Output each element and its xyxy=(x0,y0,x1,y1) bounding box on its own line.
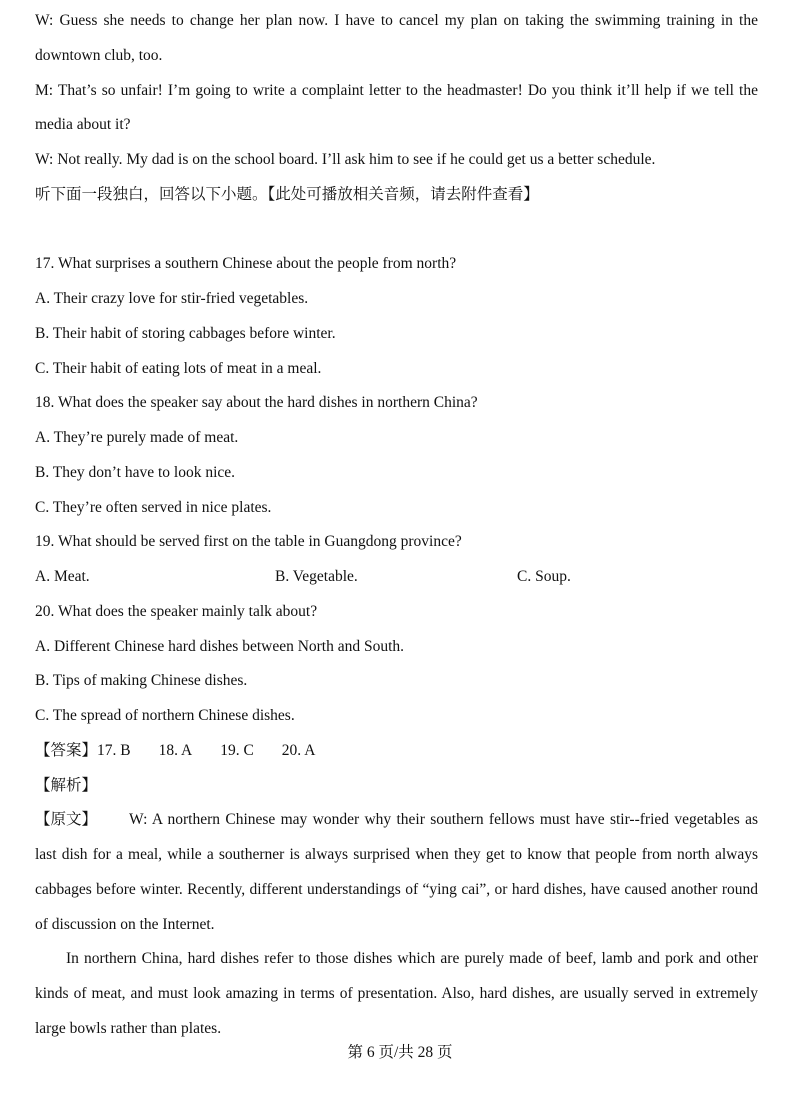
question-19: 19. What should be served first on the table in Guangdong province? xyxy=(35,533,462,551)
document-page xyxy=(35,4,758,1047)
answer-item: 20. A xyxy=(281,741,316,759)
option: A. Their crazy love for stir-fried vegetables. xyxy=(35,290,309,307)
option: B. Their habit of storing cabbages before winter. xyxy=(35,324,336,342)
original-text-line: In northern China, hard dishes refer to those dishes which are purely made of beef, lamb and pork and other xyxy=(66,950,758,968)
options-row xyxy=(35,560,758,595)
question-17: 17. What surprises a southern Chinese about the people from north? xyxy=(35,255,457,273)
question-18: 18. What does the speaker say about the hard dishes in northern China? xyxy=(35,394,478,412)
option: B. They don’t have to look nice. xyxy=(35,463,236,481)
original-label: 【原文】 xyxy=(35,811,98,829)
original-text-line: cabbages before winter. Recently, different understandings of “ying cai”, or hard dishes, have caused another round xyxy=(35,880,758,898)
answer-line xyxy=(35,734,758,769)
original-first-line xyxy=(35,803,758,838)
answer-item: 18. A xyxy=(158,741,193,759)
analysis-label: 【解析】 xyxy=(35,776,98,794)
dialogue-line: W: Guess she needs to change her plan now. I have to cancel my plan on taking the swimming training in the xyxy=(35,12,758,29)
option: A. Meat. xyxy=(35,568,90,585)
answer-item: 19. C xyxy=(220,741,254,759)
option: C. Their habit of eating lots of meat in a meal. xyxy=(35,359,322,377)
answer-label: 【答案】 xyxy=(35,741,98,759)
original-text-line: kinds of meat, and must look amazing in terms of presentation. Also, hard dishes, are usually served in extremely xyxy=(35,985,758,1002)
question-20: 20. What does the speaker mainly talk about? xyxy=(35,602,318,620)
dialogue-line: media about it? xyxy=(35,116,131,134)
option: C. Soup. xyxy=(517,568,571,585)
original-text-line: large bowls rather than plates. xyxy=(35,1019,222,1037)
answer-item: 17. B xyxy=(97,741,131,759)
dialogue-line: M: That’s so unfair! I’m going to write a complaint letter to the headmaster! Do you think it’ll help if we tell the xyxy=(35,81,758,99)
option: B. Tips of making Chinese dishes. xyxy=(35,672,248,690)
dialogue-line: W: Not really. My dad is on the school board. I’ll ask him to see if he could get us a better schedule. xyxy=(35,151,656,168)
listening-instruction: 听下面一段独白，回答以下小题。【此处可播放相关音频，请去附件查看】 xyxy=(35,185,539,203)
blank-line xyxy=(35,213,758,248)
option: B. Vegetable. xyxy=(275,568,358,585)
option: C. The spread of northern Chinese dishes. xyxy=(35,707,295,724)
option: A. Different Chinese hard dishes between North and South. xyxy=(35,637,405,655)
option: A. They’re purely made of meat. xyxy=(35,429,239,446)
original-text-line: of discussion on the Internet. xyxy=(35,915,215,933)
original-text-line: W: A northern Chinese may wonder why their southern fellows must have stir--fried vegetables as xyxy=(129,811,758,829)
dialogue-line: downtown club, too. xyxy=(35,46,163,64)
option: C. They’re often served in nice plates. xyxy=(35,498,272,516)
page-footer: 第 6 页/共 28 页 xyxy=(347,1044,453,1061)
original-text-line: last dish for a meal, while a southerner is always surprised when they get to know that people from north always xyxy=(35,846,758,863)
